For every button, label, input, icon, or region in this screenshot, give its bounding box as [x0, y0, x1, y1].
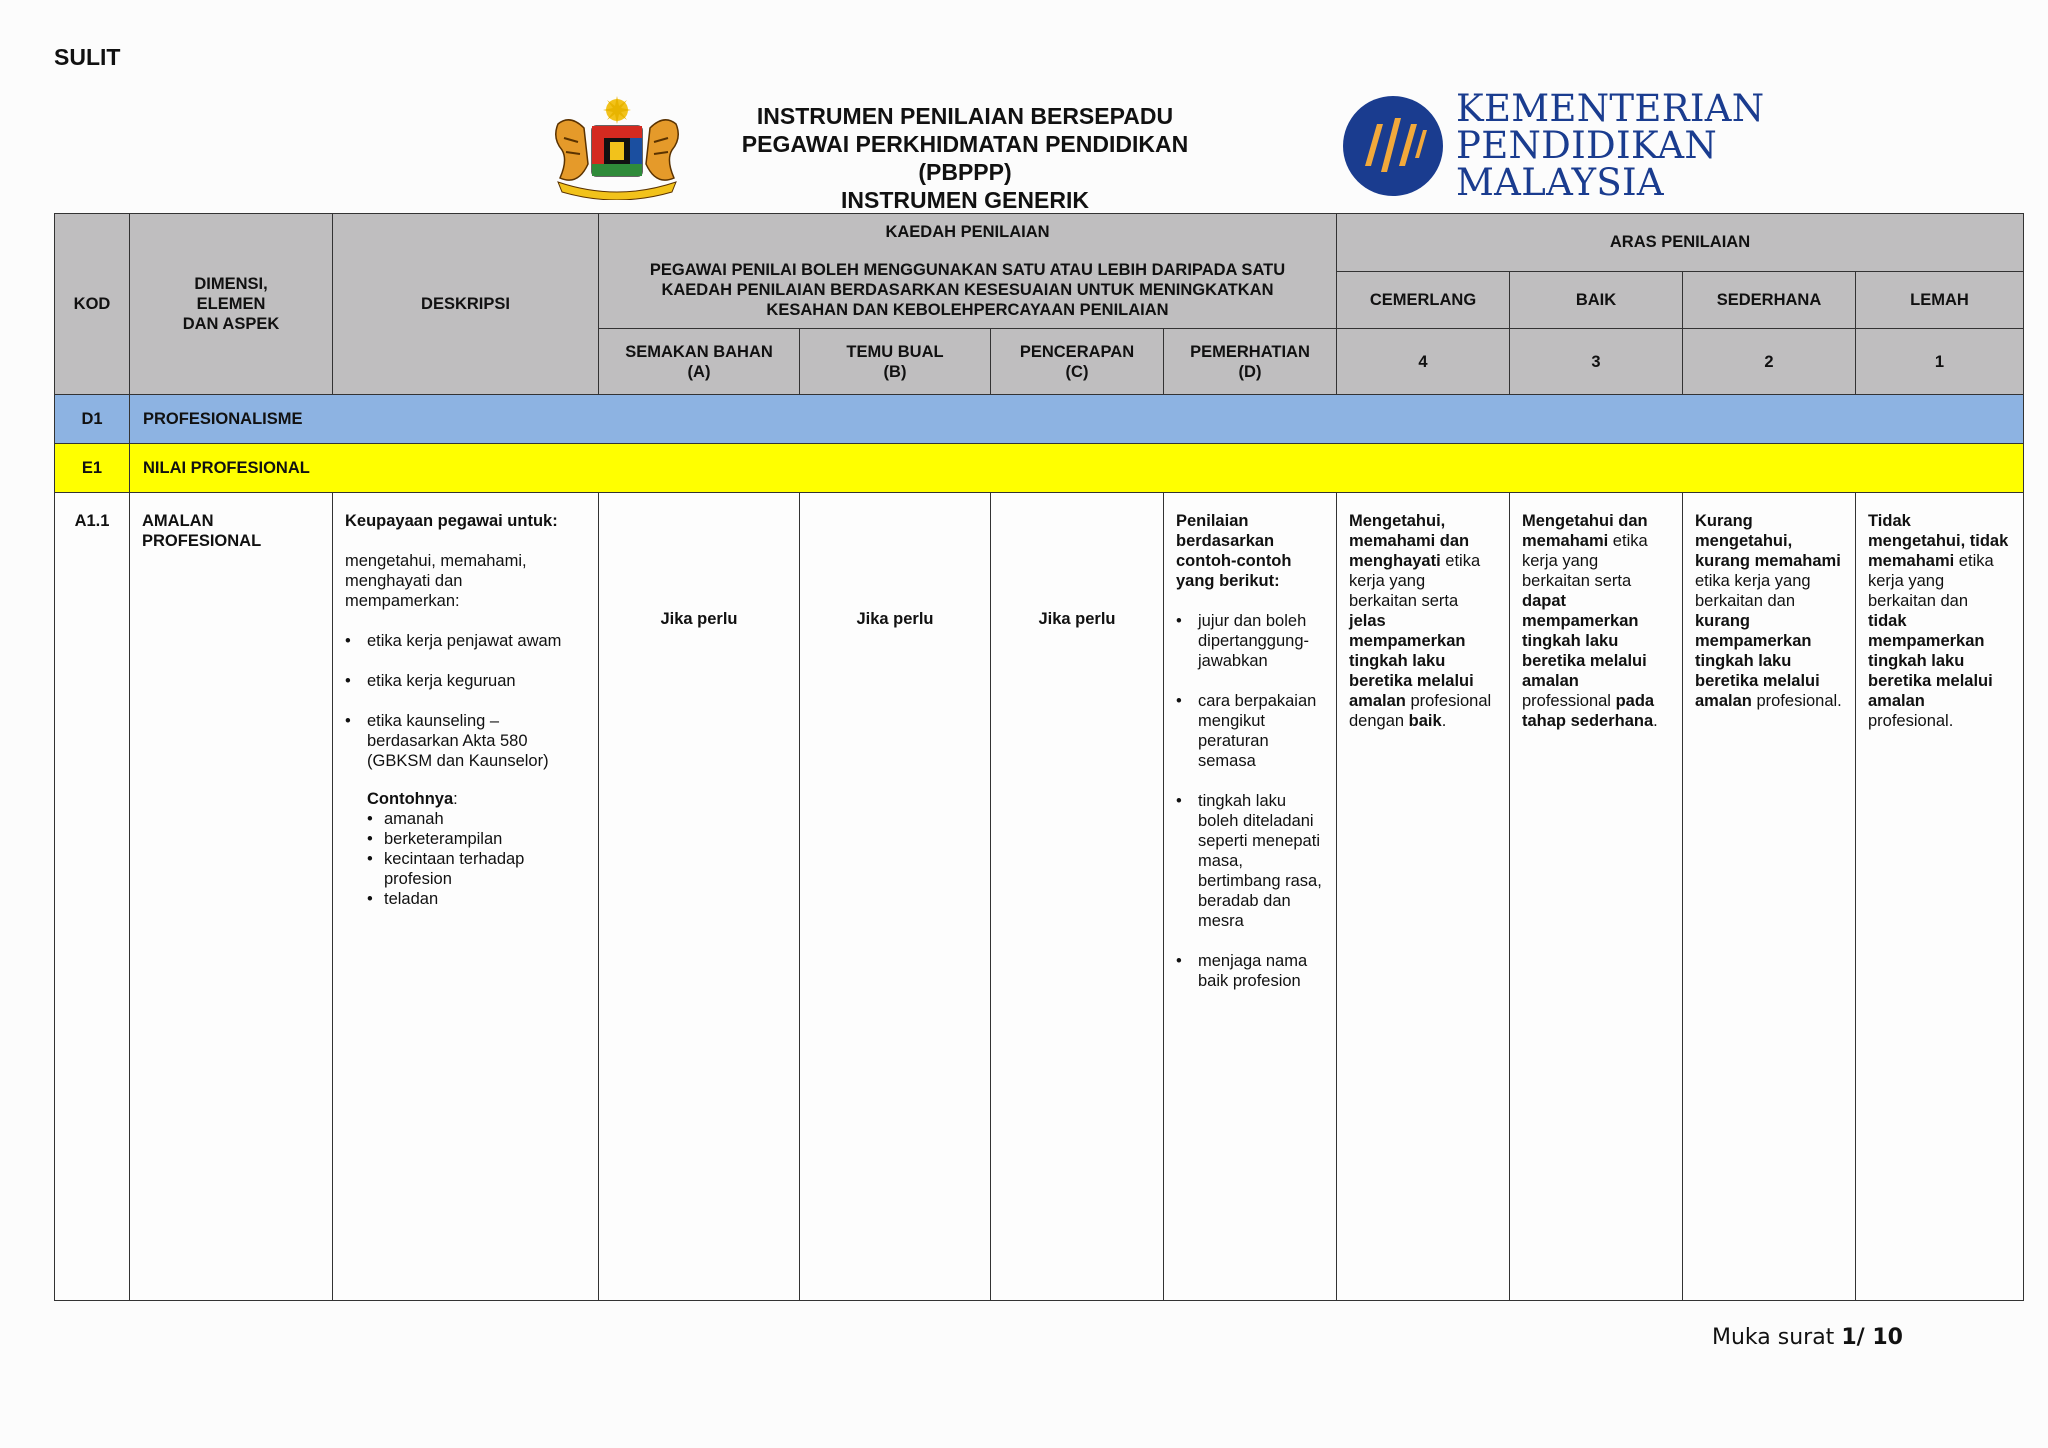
- header-dimensi: DIMENSI, ELEMEN DAN ASPEK: [130, 214, 333, 395]
- observation-heading: Penilaian berdasarkan contoh-contoh yang berikut:: [1176, 512, 1292, 590]
- list-item: • berketerampilan: [367, 829, 586, 849]
- list-item: • etika kerja keguruan: [345, 671, 586, 691]
- dimension-row: [55, 395, 2024, 444]
- examples-block: Contohnya: • amanah • berketerampilan • kecintaan terhadap profesion • teladan: [345, 789, 586, 909]
- level-lemah: LEMAH: [1856, 271, 2024, 329]
- ministry-name: [1456, 87, 1765, 204]
- method-a-value: Jika perlu: [599, 493, 800, 1301]
- method-b-value: Jika perlu: [800, 493, 991, 1301]
- document-title: [700, 102, 1230, 214]
- element-row: [55, 444, 2024, 493]
- description-heading: Keupayaan pegawai untuk:: [345, 512, 558, 530]
- aspect-row: [55, 493, 2024, 1301]
- method-c-value: Jika perlu: [991, 493, 1164, 1301]
- dimension-name: PROFESIONALISME: [130, 395, 2024, 444]
- assessment-table: [54, 213, 2024, 1301]
- list-item: • cara berpakaian mengikut peraturan semasa: [1176, 691, 1324, 771]
- list-item: • etika kerja penjawat awam: [345, 631, 586, 651]
- observation-list: [1176, 611, 1324, 991]
- list-item: • amanah: [367, 809, 586, 829]
- classification-label: SULIT: [54, 44, 121, 70]
- level-sederhana: SEDERHANA: [1683, 271, 1856, 329]
- level-lemah-text: Tidak mengetahui, tidak memahami etika kerja yang berkaitan dan tidak mempamerkan tingkah laku beretika melalui amalan profesional.: [1856, 493, 2024, 1301]
- score-4: 4: [1337, 329, 1510, 395]
- list-item: • teladan: [367, 889, 586, 909]
- examples-label: Contohnya: [367, 790, 454, 808]
- method-pemerhatian: PEMERHATIAN (D): [1164, 329, 1337, 395]
- kaedah-title: KAEDAH PENILAIAN: [885, 223, 1050, 241]
- list-item: • etika kaunseling – berdasarkan Akta 580 (GBKSM dan Kaunselor): [345, 711, 586, 771]
- list-item: • kecintaan terhadap profesion: [367, 849, 586, 889]
- level-cemerlang: CEMERLANG: [1337, 271, 1510, 329]
- score-1: 1: [1856, 329, 2024, 395]
- method-temu-bual: TEMU BUAL (B): [800, 329, 991, 395]
- method-d-value: [1164, 493, 1337, 1301]
- header-kaedah: [599, 214, 1337, 329]
- header-aras: ARAS PENILAIAN: [1337, 214, 2024, 272]
- aspect-name: AMALAN PROFESIONAL: [130, 493, 333, 1301]
- level-baik-text: Mengetahui dan memahami etika kerja yang berkaitan serta dapat mempamerkan tingkah laku beretika melalui amalan professional pada tahap sederhana.: [1510, 493, 1683, 1301]
- method-semakan-bahan: SEMAKAN BAHAN (A): [599, 329, 800, 395]
- header-kod: KOD: [55, 214, 130, 395]
- ministry-name-line-3: MALAYSIA: [1456, 161, 1664, 204]
- ministry-name-line-1: KEMENTERIAN: [1456, 87, 1765, 130]
- method-pencerapan: PENCERAPAN (C): [991, 329, 1164, 395]
- aspect-code: A1.1: [55, 493, 130, 1301]
- ministry-name-line-2: PENDIDIKAN: [1456, 124, 1718, 167]
- document-header: [548, 87, 1765, 213]
- title-line-1: INSTRUMEN PENILAIAN BERSEPADU: [756, 103, 1174, 129]
- coat-of-arms-icon: [548, 94, 686, 200]
- element-code: E1: [55, 444, 130, 493]
- list-item: • jujur dan boleh dipertanggung-jawabkan: [1176, 611, 1324, 671]
- kaedah-note: PEGAWAI PENILAI BOLEH MENGGUNAKAN SATU ATAU LEBIH DARIPADA SATU KAEDAH PENILAIAN BERDASARKAN KESESUAIAN UNTUK MENINGKATKAN KESAHAN DAN KEBOLEHPERCAYAAN PENILAIAN: [649, 261, 1286, 319]
- examples-list: [367, 809, 586, 909]
- level-baik: BAIK: [1510, 271, 1683, 329]
- dimension-code: D1: [55, 395, 130, 444]
- score-2: 2: [1683, 329, 1856, 395]
- element-name: NILAI PROFESIONAL: [130, 444, 2024, 493]
- header-deskripsi: DESKRIPSI: [333, 214, 599, 395]
- ministry-logo-icon: [1341, 94, 1446, 199]
- description-intro: mengetahui, memahami, menghayati dan mempamerkan:: [345, 552, 527, 610]
- list-item: • tingkah laku boleh diteladani seperti menepati masa, bertimbang rasa, beradab dan mesra: [1176, 791, 1324, 931]
- level-cemerlang-text: Mengetahui, memahami dan menghayati etika kerja yang berkaitan serta jelas mempamerkan tingkah laku beretika melalui amalan profesional dengan baik.: [1337, 493, 1510, 1301]
- aspect-description: [333, 493, 599, 1301]
- list-item: • menjaga nama baik profesion: [1176, 951, 1324, 991]
- score-3: 3: [1510, 329, 1683, 395]
- title-line-2: PEGAWAI PERKHIDMATAN PENDIDIKAN (PBPPP): [741, 131, 1189, 185]
- description-list: [345, 631, 586, 771]
- level-sederhana-text: Kurang mengetahui, kurang memahami etika kerja yang berkaitan dan kurang mempamerkan tingkah laku beretika melalui amalan profesional.: [1683, 493, 1856, 1301]
- page-number: Muka surat 1/ 10: [1712, 1325, 1903, 1350]
- title-line-3: INSTRUMEN GENERIK: [841, 187, 1089, 213]
